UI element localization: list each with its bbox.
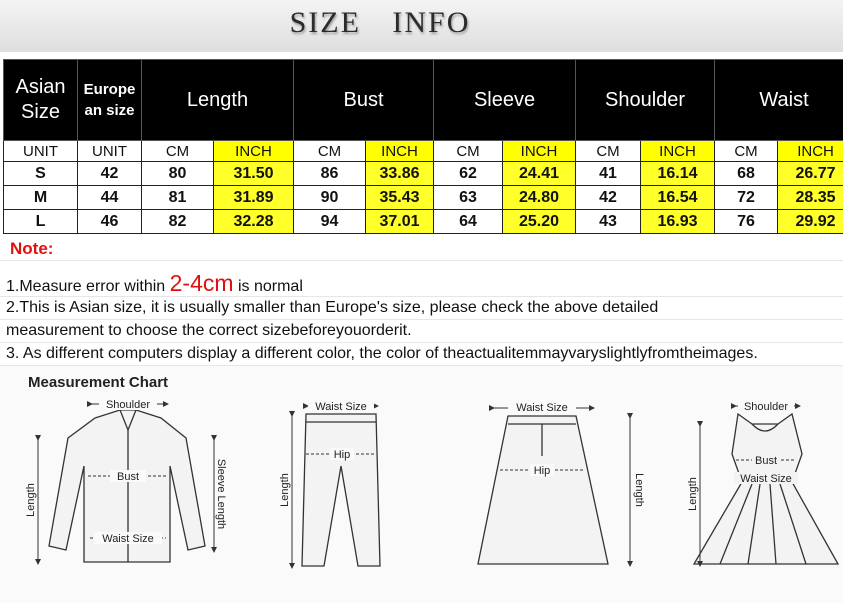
table-cell: 16.93	[641, 210, 715, 234]
table-cell: 64	[434, 210, 503, 234]
table-row	[4, 162, 843, 186]
note-2-line-1	[0, 297, 843, 320]
unit-cell: UNIT	[4, 141, 78, 162]
skirt-length-label: Length	[633, 473, 645, 507]
dress-shoulder-label: Shoulder	[743, 401, 789, 413]
header-waist: Waist	[715, 60, 843, 141]
title-bar	[0, 0, 843, 52]
shirt-sleeve-label: Sleeve Length	[215, 458, 227, 530]
page-title: SIZE INFO	[289, 6, 471, 39]
shirt-waist-label: Waist Size	[102, 533, 154, 545]
pants-diagram	[292, 406, 380, 566]
table-cell: 94	[294, 210, 366, 234]
table-cell: 37.01	[366, 210, 434, 234]
note-2-text-a: 2.This is Asian size, it is usually smaller than Europe's size, please check the above detailed	[6, 299, 659, 316]
pants-hip-label: Hip	[333, 449, 351, 461]
note-label: Note:	[10, 239, 54, 258]
table-cell: 28.35	[778, 186, 843, 210]
note-2-text-b: measurement to choose the correct sizebeforeyouorderit.	[6, 322, 412, 339]
table-cell: 25.20	[503, 210, 576, 234]
table-cell: 81	[142, 186, 214, 210]
note-1	[0, 270, 843, 297]
measurement-diagrams	[0, 366, 843, 603]
table-cell: 16.14	[641, 162, 715, 186]
note-3-text: 3. As different computers display a different color, the color of theactualitemmayvaryslightlyfromtheimages.	[6, 345, 758, 362]
unit-cell: CM	[434, 141, 503, 162]
table-cell: 43	[576, 210, 641, 234]
table-cell: 68	[715, 162, 778, 186]
note-heading	[0, 238, 843, 261]
dress-length-label: Length	[687, 477, 699, 511]
table-cell: 16.54	[641, 186, 715, 210]
table-cell: 62	[434, 162, 503, 186]
notes-section	[0, 236, 843, 366]
note-1-suffix: is normal	[233, 278, 303, 295]
unit-cell: INCH	[503, 141, 576, 162]
table-cell: 31.50	[214, 162, 294, 186]
dress-bust-label: Bust	[754, 455, 778, 467]
table-cell: 46	[78, 210, 142, 234]
pants-waist-label: Waist Size	[315, 401, 367, 413]
pants-length-label: Length	[279, 473, 291, 507]
skirt-diagram	[478, 408, 630, 564]
unit-cell: CM	[142, 141, 214, 162]
table-cell: 26.77	[778, 162, 843, 186]
unit-cell: CM	[715, 141, 778, 162]
measurement-chart	[0, 366, 843, 603]
unit-cell: UNIT	[78, 141, 142, 162]
table-cell: M	[4, 186, 78, 210]
shirt-bust-label: Bust	[116, 471, 140, 483]
measurement-chart-title: Measurement Chart	[28, 374, 169, 391]
table-cell: 42	[576, 186, 641, 210]
table-cell: 32.28	[214, 210, 294, 234]
dress-diagram	[694, 406, 838, 564]
unit-cell: INCH	[366, 141, 434, 162]
header-sleeve: Sleeve	[434, 60, 576, 141]
note-3	[0, 343, 843, 366]
unit-cell: CM	[294, 141, 366, 162]
unit-cell: INCH	[641, 141, 715, 162]
unit-cell: INCH	[214, 141, 294, 162]
unit-row	[4, 141, 843, 162]
table-cell: 72	[715, 186, 778, 210]
header-length: Length	[142, 60, 294, 141]
table-cell: 86	[294, 162, 366, 186]
unit-cell: CM	[576, 141, 641, 162]
note-1-prefix: 1.Measure error within	[6, 278, 170, 295]
table-cell: 29.92	[778, 210, 843, 234]
table-cell: 24.80	[503, 186, 576, 210]
table-cell: 82	[142, 210, 214, 234]
table-cell: 63	[434, 186, 503, 210]
table-cell: 44	[78, 186, 142, 210]
table-cell: 35.43	[366, 186, 434, 210]
table-cell: 90	[294, 186, 366, 210]
table-cell: 41	[576, 162, 641, 186]
header-asian-size: Asian Size	[4, 60, 78, 141]
table-cell: 80	[142, 162, 214, 186]
note-2-line-2	[0, 320, 843, 343]
shirt-shoulder-label: Shoulder	[105, 399, 151, 411]
table-cell: S	[4, 162, 78, 186]
skirt-waist-label: Waist Size	[516, 402, 568, 414]
size-table	[3, 59, 843, 234]
note-1-highlight: 2-4cm	[169, 270, 234, 296]
skirt-hip-label: Hip	[533, 465, 551, 477]
header-bust: Bust	[294, 60, 434, 141]
unit-cell: INCH	[778, 141, 843, 162]
header-shoulder: Shoulder	[576, 60, 715, 141]
table-cell: L	[4, 210, 78, 234]
table-cell: 76	[715, 210, 778, 234]
table-cell: 33.86	[366, 162, 434, 186]
table-cell: 42	[78, 162, 142, 186]
table-cell: 31.89	[214, 186, 294, 210]
table-cell: 24.41	[503, 162, 576, 186]
header-europe-size: Europe an size	[78, 60, 142, 141]
table-header-row	[4, 60, 843, 141]
table-row	[4, 210, 843, 234]
shirt-length-label: Length	[25, 483, 37, 517]
dress-waist-label: Waist Size	[740, 473, 792, 485]
table-row	[4, 186, 843, 210]
